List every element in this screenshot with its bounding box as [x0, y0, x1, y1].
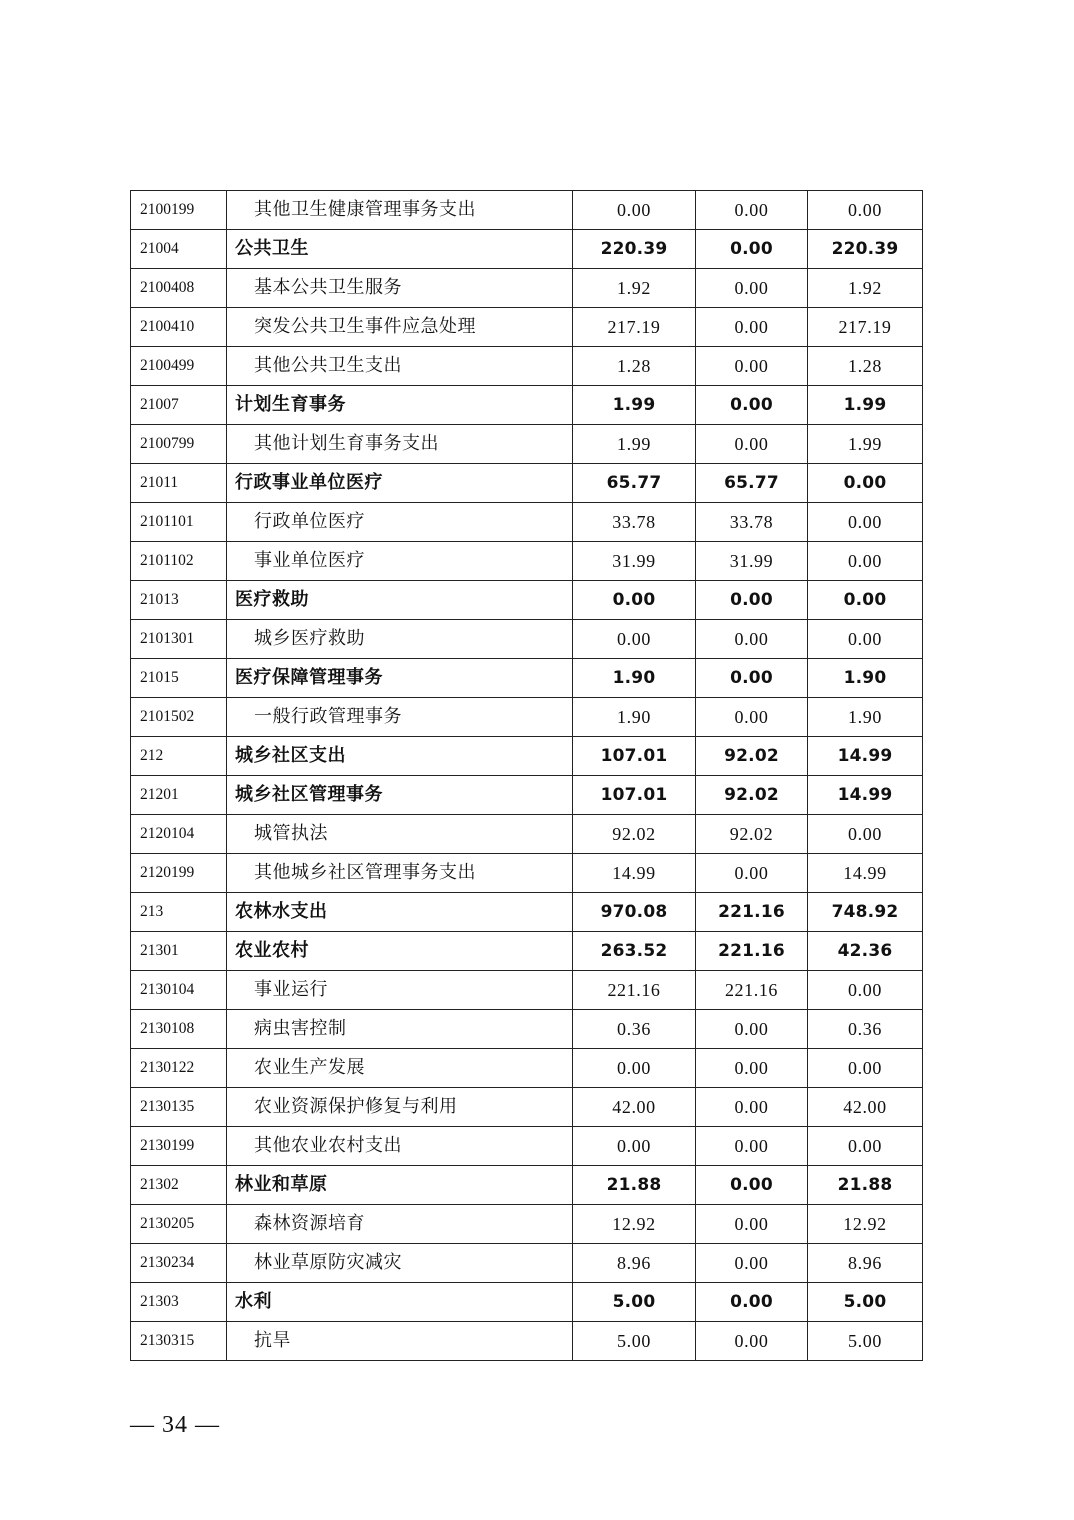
account-code-cell: 2130234	[131, 1244, 227, 1283]
project-expense-cell: 0.00	[808, 464, 923, 503]
basic-expense-cell: 221.16	[696, 971, 808, 1010]
basic-expense-cell: 0.00	[696, 308, 808, 347]
total-amount-cell: 0.00	[573, 620, 696, 659]
total-amount-cell: 1.90	[573, 698, 696, 737]
account-name-cell: 医疗保障管理事务	[227, 659, 573, 698]
account-code-cell: 21011	[131, 464, 227, 503]
basic-expense-cell: 0.00	[696, 1166, 808, 1205]
account-code-cell: 2100408	[131, 269, 227, 308]
account-code-cell: 2130135	[131, 1088, 227, 1127]
account-code-cell: 2101502	[131, 698, 227, 737]
table-row	[131, 1088, 923, 1127]
account-name-cell: 行政单位医疗	[227, 503, 573, 542]
account-name-cell: 城乡社区管理事务	[227, 776, 573, 815]
basic-expense-cell: 0.00	[696, 659, 808, 698]
total-amount-cell: 217.19	[573, 308, 696, 347]
account-code-cell: 21301	[131, 932, 227, 971]
total-amount-cell: 1.99	[573, 386, 696, 425]
table-row	[131, 1010, 923, 1049]
total-amount-cell: 107.01	[573, 776, 696, 815]
basic-expense-cell: 31.99	[696, 542, 808, 581]
basic-expense-cell: 221.16	[696, 893, 808, 932]
project-expense-cell: 0.00	[808, 971, 923, 1010]
account-code-cell: 2130315	[131, 1322, 227, 1361]
total-amount-cell: 0.00	[573, 581, 696, 620]
basic-expense-cell: 0.00	[696, 1049, 808, 1088]
project-expense-cell: 1.28	[808, 347, 923, 386]
total-amount-cell: 263.52	[573, 932, 696, 971]
account-name-cell: 林业草原防灾减灾	[227, 1244, 573, 1283]
account-name-cell: 其他城乡社区管理事务支出	[227, 854, 573, 893]
project-expense-cell: 0.00	[808, 191, 923, 230]
table-row	[131, 854, 923, 893]
basic-expense-cell: 0.00	[696, 347, 808, 386]
account-name-cell: 其他农业农村支出	[227, 1127, 573, 1166]
basic-expense-cell: 0.00	[696, 386, 808, 425]
account-code-cell: 2101301	[131, 620, 227, 659]
account-code-cell: 212	[131, 737, 227, 776]
table-row	[131, 230, 923, 269]
table-row	[131, 503, 923, 542]
project-expense-cell: 0.00	[808, 620, 923, 659]
total-amount-cell: 33.78	[573, 503, 696, 542]
project-expense-cell: 1.90	[808, 698, 923, 737]
account-code-cell: 21004	[131, 230, 227, 269]
account-name-cell: 农业农村	[227, 932, 573, 971]
basic-expense-cell: 0.00	[696, 1088, 808, 1127]
account-code-cell: 2100799	[131, 425, 227, 464]
basic-expense-cell: 92.02	[696, 815, 808, 854]
account-name-cell: 事业单位医疗	[227, 542, 573, 581]
basic-expense-cell: 0.00	[696, 230, 808, 269]
account-code-cell: 21013	[131, 581, 227, 620]
project-expense-cell: 1.90	[808, 659, 923, 698]
basic-expense-cell: 92.02	[696, 776, 808, 815]
account-name-cell: 水利	[227, 1283, 573, 1322]
basic-expense-cell: 0.00	[696, 191, 808, 230]
account-name-cell: 事业运行	[227, 971, 573, 1010]
project-expense-cell: 0.00	[808, 581, 923, 620]
total-amount-cell: 8.96	[573, 1244, 696, 1283]
project-expense-cell: 0.00	[808, 1049, 923, 1088]
table-row	[131, 1127, 923, 1166]
account-name-cell: 城乡医疗救助	[227, 620, 573, 659]
account-name-cell: 城管执法	[227, 815, 573, 854]
table-row	[131, 620, 923, 659]
account-code-cell: 2130122	[131, 1049, 227, 1088]
account-code-cell: 2100410	[131, 308, 227, 347]
account-name-cell: 其他计划生育事务支出	[227, 425, 573, 464]
account-code-cell: 2120104	[131, 815, 227, 854]
account-name-cell: 林业和草原	[227, 1166, 573, 1205]
basic-expense-cell: 0.00	[696, 1322, 808, 1361]
table-row	[131, 308, 923, 347]
account-code-cell: 2101101	[131, 503, 227, 542]
table-row	[131, 737, 923, 776]
total-amount-cell: 42.00	[573, 1088, 696, 1127]
total-amount-cell: 107.01	[573, 737, 696, 776]
basic-expense-cell: 92.02	[696, 737, 808, 776]
basic-expense-cell: 0.00	[696, 269, 808, 308]
basic-expense-cell: 0.00	[696, 854, 808, 893]
account-name-cell: 突发公共卫生事件应急处理	[227, 308, 573, 347]
account-name-cell: 病虫害控制	[227, 1010, 573, 1049]
project-expense-cell: 8.96	[808, 1244, 923, 1283]
total-amount-cell: 92.02	[573, 815, 696, 854]
total-amount-cell: 0.36	[573, 1010, 696, 1049]
basic-expense-cell: 0.00	[696, 698, 808, 737]
project-expense-cell: 21.88	[808, 1166, 923, 1205]
account-name-cell: 计划生育事务	[227, 386, 573, 425]
total-amount-cell: 970.08	[573, 893, 696, 932]
total-amount-cell: 31.99	[573, 542, 696, 581]
project-expense-cell: 1.92	[808, 269, 923, 308]
account-name-cell: 医疗救助	[227, 581, 573, 620]
project-expense-cell: 1.99	[808, 386, 923, 425]
total-amount-cell: 0.00	[573, 1049, 696, 1088]
account-name-cell: 农业资源保护修复与利用	[227, 1088, 573, 1127]
project-expense-cell: 0.00	[808, 542, 923, 581]
table-row	[131, 1049, 923, 1088]
account-name-cell: 一般行政管理事务	[227, 698, 573, 737]
total-amount-cell: 5.00	[573, 1322, 696, 1361]
basic-expense-cell: 0.00	[696, 1244, 808, 1283]
basic-expense-cell: 0.00	[696, 425, 808, 464]
project-expense-cell: 42.36	[808, 932, 923, 971]
table-row	[131, 191, 923, 230]
table-row	[131, 698, 923, 737]
account-name-cell: 森林资源培育	[227, 1205, 573, 1244]
account-name-cell: 城乡社区支出	[227, 737, 573, 776]
table-row	[131, 815, 923, 854]
table-row	[131, 776, 923, 815]
project-expense-cell: 220.39	[808, 230, 923, 269]
account-code-cell: 2101102	[131, 542, 227, 581]
account-code-cell: 2130104	[131, 971, 227, 1010]
table-row	[131, 581, 923, 620]
total-amount-cell: 220.39	[573, 230, 696, 269]
account-code-cell: 213	[131, 893, 227, 932]
total-amount-cell: 1.90	[573, 659, 696, 698]
project-expense-cell: 12.92	[808, 1205, 923, 1244]
table-row	[131, 1244, 923, 1283]
account-name-cell: 抗旱	[227, 1322, 573, 1361]
table-row	[131, 347, 923, 386]
basic-expense-cell: 0.00	[696, 1205, 808, 1244]
project-expense-cell: 14.99	[808, 776, 923, 815]
table-row	[131, 1205, 923, 1244]
account-name-cell: 农林水支出	[227, 893, 573, 932]
basic-expense-cell: 33.78	[696, 503, 808, 542]
table-row	[131, 269, 923, 308]
project-expense-cell: 0.00	[808, 1127, 923, 1166]
account-code-cell: 2130205	[131, 1205, 227, 1244]
project-expense-cell: 14.99	[808, 737, 923, 776]
account-name-cell: 其他公共卫生支出	[227, 347, 573, 386]
project-expense-cell: 1.99	[808, 425, 923, 464]
account-code-cell: 21303	[131, 1283, 227, 1322]
project-expense-cell: 0.00	[808, 503, 923, 542]
total-amount-cell: 1.92	[573, 269, 696, 308]
project-expense-cell: 0.00	[808, 815, 923, 854]
project-expense-cell: 42.00	[808, 1088, 923, 1127]
basic-expense-cell: 0.00	[696, 1010, 808, 1049]
budget-table	[130, 190, 923, 1361]
total-amount-cell: 12.92	[573, 1205, 696, 1244]
account-code-cell: 2100199	[131, 191, 227, 230]
table-row	[131, 932, 923, 971]
total-amount-cell: 1.28	[573, 347, 696, 386]
account-name-cell: 基本公共卫生服务	[227, 269, 573, 308]
table-row	[131, 659, 923, 698]
project-expense-cell: 217.19	[808, 308, 923, 347]
basic-expense-cell: 0.00	[696, 1283, 808, 1322]
table-row	[131, 425, 923, 464]
total-amount-cell: 65.77	[573, 464, 696, 503]
basic-expense-cell: 221.16	[696, 932, 808, 971]
account-code-cell: 2130199	[131, 1127, 227, 1166]
project-expense-cell: 0.36	[808, 1010, 923, 1049]
total-amount-cell: 14.99	[573, 854, 696, 893]
table-row	[131, 1283, 923, 1322]
account-code-cell: 21201	[131, 776, 227, 815]
total-amount-cell: 21.88	[573, 1166, 696, 1205]
project-expense-cell: 748.92	[808, 893, 923, 932]
account-code-cell: 21015	[131, 659, 227, 698]
table-row	[131, 386, 923, 425]
table-row	[131, 1166, 923, 1205]
table-body	[131, 191, 923, 1361]
total-amount-cell: 0.00	[573, 1127, 696, 1166]
basic-expense-cell: 0.00	[696, 581, 808, 620]
account-name-cell: 其他卫生健康管理事务支出	[227, 191, 573, 230]
account-name-cell: 公共卫生	[227, 230, 573, 269]
page-number: — 34 —	[130, 1412, 220, 1438]
total-amount-cell: 0.00	[573, 191, 696, 230]
account-code-cell: 21302	[131, 1166, 227, 1205]
total-amount-cell: 221.16	[573, 971, 696, 1010]
account-code-cell: 2130108	[131, 1010, 227, 1049]
table-row	[131, 893, 923, 932]
account-name-cell: 农业生产发展	[227, 1049, 573, 1088]
project-expense-cell: 5.00	[808, 1322, 923, 1361]
account-code-cell: 2100499	[131, 347, 227, 386]
basic-expense-cell: 0.00	[696, 620, 808, 659]
table-row	[131, 971, 923, 1010]
project-expense-cell: 14.99	[808, 854, 923, 893]
basic-expense-cell: 0.00	[696, 1127, 808, 1166]
table-row	[131, 1322, 923, 1361]
total-amount-cell: 1.99	[573, 425, 696, 464]
table-row	[131, 464, 923, 503]
total-amount-cell: 5.00	[573, 1283, 696, 1322]
account-code-cell: 21007	[131, 386, 227, 425]
account-code-cell: 2120199	[131, 854, 227, 893]
account-name-cell: 行政事业单位医疗	[227, 464, 573, 503]
basic-expense-cell: 65.77	[696, 464, 808, 503]
table-row	[131, 542, 923, 581]
project-expense-cell: 5.00	[808, 1283, 923, 1322]
